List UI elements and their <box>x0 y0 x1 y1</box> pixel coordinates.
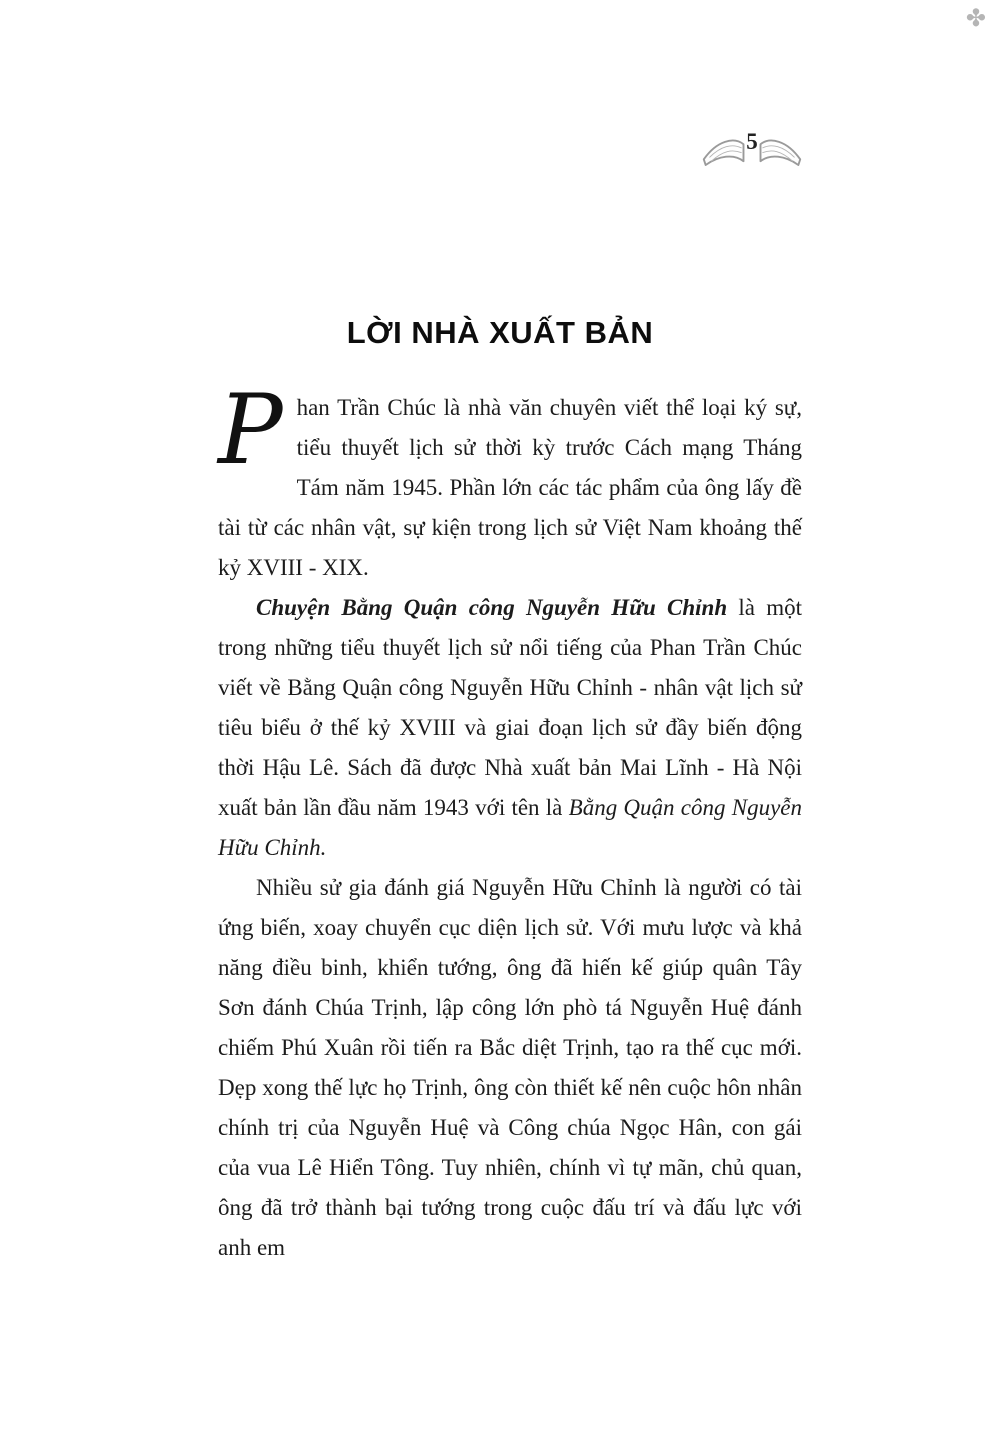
paragraph-1 <box>218 374 802 588</box>
open-book-icon <box>700 120 804 176</box>
paragraph-3: Nhiều sử gia đánh giá Nguyễn Hữu Chỉnh là người có tài ứng biến, xoay chuyển cục diện lịch sử. Với mưu lược và khả năng điều binh, khiển tướng, ông đã hiến kế giúp quân Tây Sơn đánh Chúa Trịnh, lập công lớn phò tá Nguyễn Huệ đánh chiếm Phú Xuân rồi tiến ra Bắc diệt Trịnh, tạo ra thế cục mới. Dẹp xong thế lực họ Trịnh, ông còn thiết kế nên cuộc hôn nhân chính trị của Nguyễn Huệ và Công chúa Ngọc Hân, con gái của vua Lê Hiển Tông. Tuy nhiên, chính vì tự mãn, chủ quan, ông đã trở thành bại tướng trong cuộc đấu trí và đấu lực với anh em <box>218 875 802 1260</box>
paragraph-1-text: han Trần Chúc là nhà văn chuyên viết thể loại ký sự, tiểu thuyết lịch sử thời kỳ trước Cách mạng Tháng Tám năm 1945. Phần lớn các tác phẩm của ông lấy đề tài từ các nhân vật, sự kiện trong lịch sử Việt Nam khoảng thế kỷ XVIII - XIX. <box>218 395 802 580</box>
page-title: LỜI NHÀ XUẤT BẢN <box>346 314 654 350</box>
page-number: 5 <box>746 129 758 154</box>
drop-cap-letter: P <box>218 374 283 486</box>
paragraph-2 <box>218 588 802 868</box>
body-text <box>218 374 802 1268</box>
paragraph-2-text: là một trong những tiểu thuyết lịch sử nổi tiếng của Phan Trần Chúc viết về Bằng Quận công Nguyễn Hữu Chỉnh - nhân vật lịch sử tiêu biểu ở thế kỷ XVIII và giai đoạn lịch sử đầy biến động thời Hậu Lê. Sách đã được Nhà xuất bản Mai Lĩnh - Hà Nội xuất bản lần đầu năm 1943 với tên là <box>218 595 802 820</box>
book-title-italic: Bằng Quận công Nguyễn Hữu Chỉnh. <box>218 795 802 860</box>
flower-asterisk-icon: ✤ <box>965 4 986 32</box>
book-title-emphasis: Chuyện Bằng Quận công Nguyễn Hữu Chỉnh <box>256 595 728 620</box>
